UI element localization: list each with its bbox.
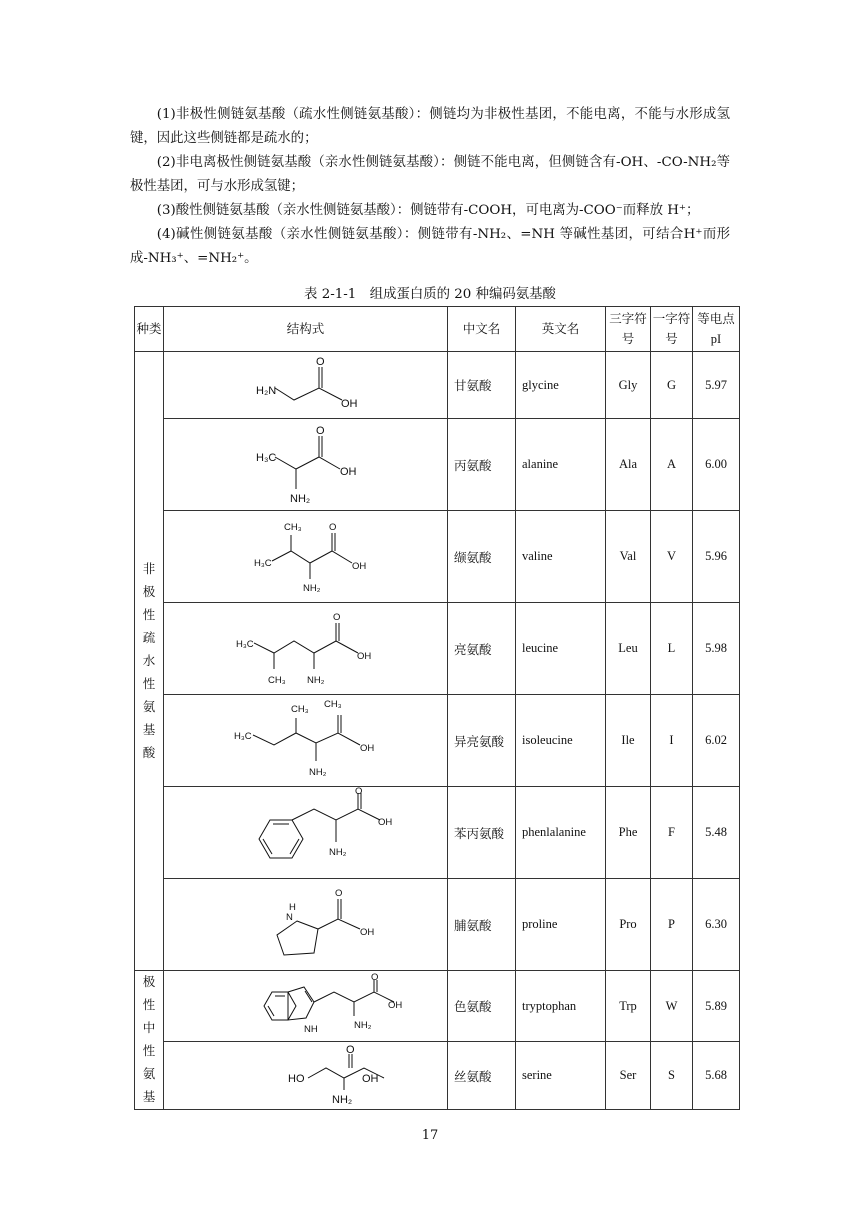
label-o: O [355,787,363,797]
label-nh2: NH₂ [329,847,347,858]
label-h2n: H₂N [256,385,277,397]
label-h3c: H₃C [234,731,252,742]
label-oh: OH [388,999,403,1011]
label-oh: OH [362,1072,379,1085]
cn-name: 脯氨酸 [448,879,516,971]
header-one-letter: 一字符号 [651,307,693,352]
pi-value: 5.98 [693,603,740,695]
en-name: glycine [516,352,606,419]
label-nh2: NH₂ [332,1093,353,1106]
cn-name: 丙氨酸 [448,419,516,511]
page-number: 17 [421,1128,439,1143]
label-oh: OH [340,466,357,478]
en-name: isoleucine [516,695,606,787]
structure-isoleucine [164,695,448,787]
pi-value: 5.68 [693,1042,740,1110]
label-oh: OH [357,651,372,662]
pi-value: 6.02 [693,695,740,787]
label-o: O [346,1043,355,1056]
pi-value: 5.96 [693,511,740,603]
label-oh: OH [360,743,375,754]
three-letter: Leu [606,603,651,695]
three-letter: Val [606,511,651,603]
en-name: alanine [516,419,606,511]
three-letter: Phe [606,787,651,879]
table-row [135,879,740,971]
label-o: O [333,612,341,623]
category-nonpolar: 非 极 性 疏 水 性 氨 基 酸 [135,352,164,971]
en-name: leucine [516,603,606,695]
header-en-name: 英文名 [516,307,606,352]
header-three-letter: 三字符号 [606,307,651,352]
cn-name: 色氨酸 [448,971,516,1042]
label-ch3: CH₃ [268,675,286,686]
label-h: H [289,902,296,913]
label-nh2: NH₂ [309,767,327,778]
three-letter: Ser [606,1042,651,1110]
label-o: O [329,522,337,533]
en-name: phenlalanine [516,787,606,879]
label-o: O [371,971,379,983]
label-nh2: NH₂ [290,493,311,505]
table-header-row [135,307,740,352]
structure-serine [164,1042,448,1110]
en-name: proline [516,879,606,971]
table-caption: 表 2-1-1 组成蛋白质的 20 种编码氨基酸 [304,287,556,302]
category-polar-neutral: 极 性 中 性 氨 基 [135,971,164,1110]
table-row [135,695,740,787]
label-oh: OH [341,398,358,410]
one-letter: S [651,1042,693,1110]
label-nh2: NH₂ [354,1019,372,1031]
structure-phenylalanine [164,787,448,879]
label-o: O [316,425,325,437]
en-name: serine [516,1042,606,1110]
pi-value: 6.00 [693,419,740,511]
one-letter: A [651,419,693,511]
header-pi: 等电点 pI [693,307,740,352]
one-letter: P [651,879,693,971]
structure-tryptophan [164,971,448,1042]
en-name: valine [516,511,606,603]
structure-alanine [164,419,448,511]
pi-value: 6.30 [693,879,740,971]
label-h3c: H₃C [236,639,254,650]
cn-name: 异亮氨酸 [448,695,516,787]
three-letter: Ile [606,695,651,787]
header-category: 种类 [135,307,164,352]
label-h3c: H₃C [254,558,272,569]
table-row [135,419,740,511]
one-letter: I [651,695,693,787]
cn-name: 丝氨酸 [448,1042,516,1110]
header-structure: 结构式 [164,307,448,352]
cn-name: 缬氨酸 [448,511,516,603]
cn-name: 苯丙氨酸 [448,787,516,879]
one-letter: F [651,787,693,879]
label-nh2: NH₂ [303,583,321,594]
paragraph-1: (1)非极性侧链氨基酸（疏水性侧链氨基酸）：侧链均为非极性基团，不能电离，不能与水形成氢键，因此这些侧链都是疏水的； [130,107,730,146]
label-oh: OH [352,561,367,572]
one-letter: W [651,971,693,1042]
structure-proline [164,879,448,971]
three-letter: Pro [606,879,651,971]
intro-paragraphs [130,103,730,271]
pi-value: 5.89 [693,971,740,1042]
three-letter: Ala [606,419,651,511]
label-ch3: CH₃ [324,699,342,710]
one-letter: V [651,511,693,603]
header-cn-name: 中文名 [448,307,516,352]
paragraph-2: (2)非电离极性侧链氨基酸（亲水性侧链氨基酸）：侧链不能电离，但侧链含有-OH、-CO-NH₂等极性基团，可与水形成氢键； [130,155,730,194]
table-row [135,352,740,419]
label-h3c: H₃C [256,452,277,464]
label-nh: NH [304,1023,318,1035]
three-letter: Trp [606,971,651,1042]
pi-value: 5.48 [693,787,740,879]
en-name: tryptophan [516,971,606,1042]
label-oh: OH [360,927,375,938]
table-row [135,603,740,695]
label-ho: HO [288,1072,305,1085]
cn-name: 甘氨酸 [448,352,516,419]
table-row [135,971,740,1042]
label-oh: OH [378,817,393,828]
amino-acid-table [134,306,740,1110]
pi-value: 5.97 [693,352,740,419]
paragraph-3: (3)酸性侧链氨基酸（亲水性侧链氨基酸）：侧链带有-COOH，可电离为-COO⁻而释放 H⁺； [156,203,700,218]
structure-glycine [164,352,448,419]
label-n: N [286,912,293,923]
label-o: O [316,356,325,368]
table-row [135,1042,740,1110]
structure-valine [164,511,448,603]
structure-leucine [164,603,448,695]
table-row [135,787,740,879]
paragraph-4: (4)碱性侧链氨基酸（亲水性侧链氨基酸）：侧链带有-NH₂、=NH 等碱性基团，可结合H⁺而形成-NH₃⁺、=NH₂⁺。 [130,227,730,266]
one-letter: G [651,352,693,419]
one-letter: L [651,603,693,695]
label-o: O [335,888,343,899]
label-ch3: CH₃ [284,522,302,533]
cn-name: 亮氨酸 [448,603,516,695]
label-ch3: CH₃ [291,704,309,715]
label-nh2: NH₂ [307,675,325,686]
table-row [135,511,740,603]
three-letter: Gly [606,352,651,419]
